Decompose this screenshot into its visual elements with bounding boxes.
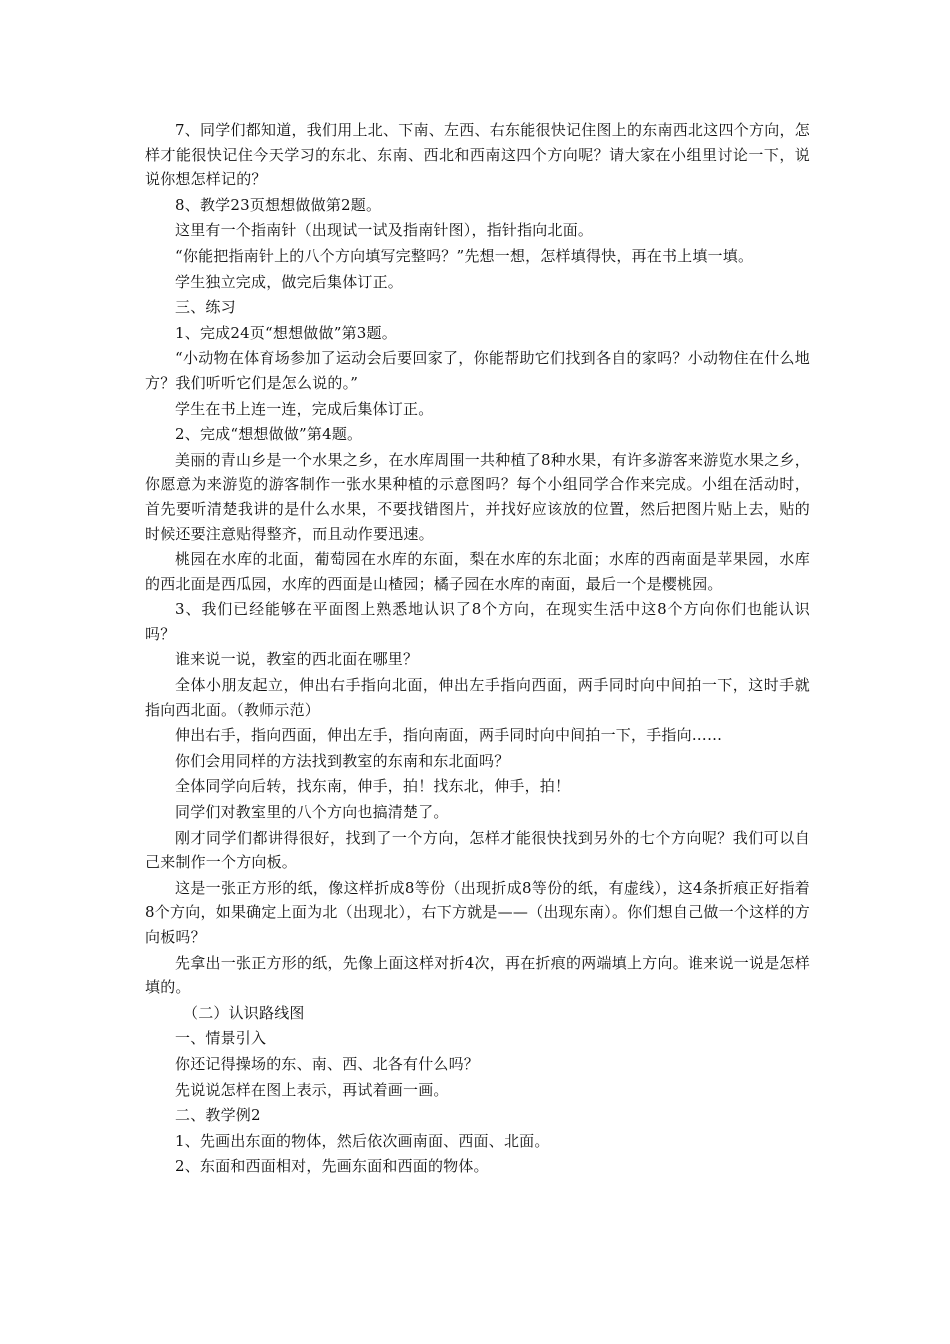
paragraph-exercise-2: 2、完成“想想做做”第4题。 xyxy=(175,425,363,444)
paragraph-compass-intro: 这里有一个指南针（出现试一试及指南针图），指针指向北面。 xyxy=(175,221,594,240)
paragraph-turn-around: 全体同学向后转，找东南，伸手，拍！找东北，伸手，拍！ xyxy=(175,777,571,796)
paragraph-direction-board: 刚才同学们都讲得很好，找到了一个方向，怎样才能很快找到另外的七个方向呢？我们可以自己来制作一个方向板。 xyxy=(145,828,810,872)
paragraph-exercise-1: 1、完成24页“想想做做”第3题。 xyxy=(175,323,397,342)
paragraph-fold-four-times: 先拿出一张正方形的纸，先像上面这样对折4次，再在折痕的两端填上方向。谁来说一说是怎样填的。 xyxy=(145,953,810,997)
paragraph-same-method: 你们会用同样的方法找到教室的东南和东北面吗？ xyxy=(175,751,510,770)
paragraph-orchard-positions: 桃园在水库的北面，葡萄园在水库的东面，梨在水库的东北面；水库的西南面是苹果园，水库的西北面是西瓜园，水库的西面是山楂园；橘子园在水库的南面，最后一个是樱桃园。 xyxy=(145,550,810,593)
section-heading-practice: 三、练习 xyxy=(175,298,236,317)
paragraph-connect-lines: 学生在书上连一连，完成后集体订正。 xyxy=(175,399,434,418)
paragraph-draw-on-map: 先说说怎样在图上表示，再试着画一画。 xyxy=(175,1080,449,1099)
section-heading-example-2: 二、教学例2 xyxy=(175,1106,261,1125)
paragraph-compass-question: “你能把指南针上的八个方向填写完整吗？”先想一想，怎样填得快，再在书上填一填。 xyxy=(175,246,754,265)
document-body xyxy=(145,118,810,1180)
paragraph-eight-directions-clear: 同学们对教室里的八个方向也搞清楚了。 xyxy=(175,803,449,822)
paragraph-step-1: 1、先画出东面的物体，然后依次画南面、西面、北面。 xyxy=(175,1131,550,1150)
paragraph-step-2: 2、东面和西面相对，先画东面和西面的物体。 xyxy=(175,1157,489,1176)
section-heading-scene-intro: 一、情景引入 xyxy=(175,1029,267,1048)
paragraph-q7-discussion: 7、同学们都知道，我们用上北、下南、左西、右东能很快记住图上的东南西北这四个方向，怎样才能很快记住今天学习的东北、东南、西北和西南这四个方向呢？请大家在小组里讨论一下，说说你想怎样记的？ xyxy=(145,121,810,189)
paragraph-stand-up-demo: 全体小朋友起立，伸出右手指向北面，伸出左手指向西面，两手同时向中间拍一下，这时手就指向西北面。（教师示范） xyxy=(145,676,810,719)
paragraph-independent-work: 学生独立完成，做完后集体订正。 xyxy=(175,272,404,291)
paragraph-teach-p23: 8、教学23页想想做做第2题。 xyxy=(175,195,382,214)
paragraph-folding-paper: 这是一张正方形的纸，像这样折成8等份（出现折成8等份的纸，有虚线），这4条折痕正好指着8个方向，如果确定上面为北（出现北），右下方就是——（出现东南）。你们想自己做一个这样的方向板吗？ xyxy=(145,878,810,946)
paragraph-classroom-northwest: 谁来说一说，教室的西北面在哪里？ xyxy=(175,650,419,669)
paragraph-right-hand-west: 伸出右手，指向西面，伸出左手，指向南面，两手同时向中间拍一下，手指向…… xyxy=(175,726,723,745)
paragraph-animals-story: “小动物在体育场参加了运动会后要回家了，你能帮助它们找到各自的家吗？小动物住在什么地方？我们听听它们是怎么说的。” xyxy=(145,349,810,392)
paragraph-playground-question: 你还记得操场的东、南、西、北各有什么吗？ xyxy=(175,1054,480,1073)
paragraph-fruit-village: 美丽的青山乡是一个水果之乡，在水库周围一共种植了8种水果，有许多游客来游览水果之乡，你愿意为来游览的游客制作一张水果种植的示意图吗？每个小组同学合作来完成。小组在活动时，首先要听清楚我讲的是什么水果，不要找错图片，并找好应该放的位置，然后把图片贴上去，贴的时候还要注意贴得整齐，而且动作要迅速。 xyxy=(145,450,810,543)
section-heading-route-map: （二）认识路线图 xyxy=(183,1003,305,1022)
paragraph-exercise-3: 3、我们已经能够在平面图上熟悉地认识了8个方向，在现实生活中这8个方向你们也能认识吗？ xyxy=(145,600,810,643)
